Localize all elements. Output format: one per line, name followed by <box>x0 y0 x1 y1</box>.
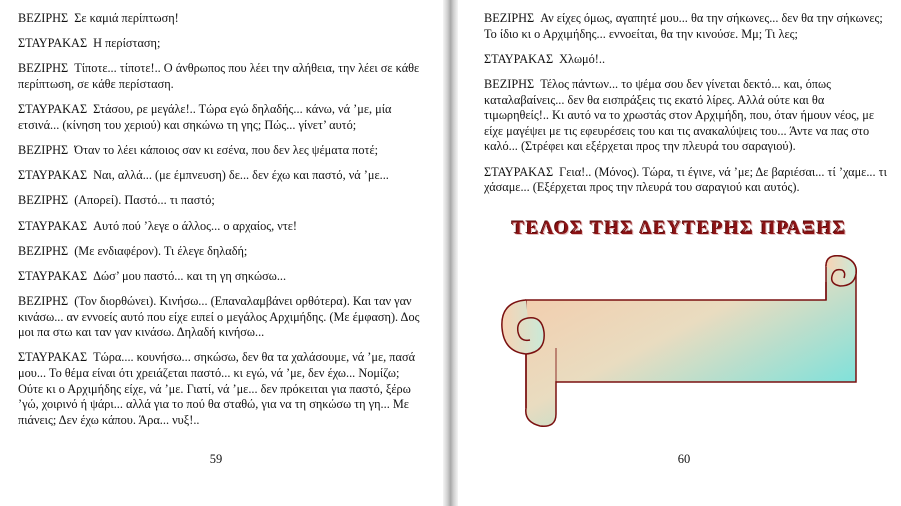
right-page <box>458 0 901 506</box>
speaker-name: ΣΤΑΥΡΑΚΑΣ <box>18 168 88 183</box>
dialogue-text: (Τον διορθώνει). Κινήσω... (Επαναλαμβάνει ορθότερα). Και ταν γαν κινάσω... αν εννοείς αυτό που είχε ειπεί ο μεγάλος Αρχιμήδης. (Με έμφαση). Δος μοι πα στω και ταν γαν κινάσω. Δηλαδή κινήσω... <box>18 294 420 340</box>
speaker-name: ΒΕΖΙΡΗΣ <box>484 76 535 91</box>
speaker-name: ΣΤΑΥΡΑΚΑΣ <box>484 51 554 66</box>
left-page <box>0 0 443 506</box>
speaker-name: ΣΤΑΥΡΑΚΑΣ <box>484 164 554 179</box>
dialogue-text: Τέλος πάντων... το ψέμα σου δεν γίνεται δεκτό... και, όπως καταλαβαίνεις... δεν θα εισπράξεις τις εκατό λίρες. Αλλά ούτε και θα τιμωρηθείς!.. Κι αυτό να το χρωστάς στον Αρχιμήδη, που, όταν ήμουν νέος, με είχε μαγέψει με τις εφευρέσεις του και τις ανακαλύψεις του... Άντε να πας στο καλό... (Στρέφει και εξέρχεται προς την πλευρά του σαραγιού). <box>484 76 875 154</box>
left-text-column <box>18 11 422 438</box>
dialogue-paragraph <box>18 61 422 92</box>
speaker-name: ΒΕΖΙΡΗΣ <box>18 193 69 208</box>
dialogue-paragraph <box>18 143 422 159</box>
dialogue-paragraph <box>484 165 892 196</box>
scroll-body <box>526 256 856 427</box>
dialogue-paragraph <box>18 219 422 235</box>
dialogue-text: Τίποτε... τίποτε!.. Ο άνθρωπος που λέει την αλήθεια, την λέει σε κάθε περίπτωση, σε κάθε περίσταση. <box>18 61 420 91</box>
dialogue-paragraph <box>18 36 422 52</box>
speaker-name: ΒΕΖΙΡΗΣ <box>18 142 69 157</box>
dialogue-paragraph <box>484 77 892 155</box>
end-of-act-title: ΤΕΛΟΣ ΤΗΣ ΔΕΥΤΕΡΗΣ ΠΡΑΞΗΣ <box>511 218 848 239</box>
dialogue-paragraph <box>18 11 422 27</box>
dialogue-text: Τώρα.... κουνήσω... σηκώσω, δεν θα τα χαλάσουμε, νά ’με, πασά μου... Το θέμα είναι ότι χρειάζεται παστό... κι εγώ, νά ’με, δεν έχω... Νομίζω; Ούτε κι ο Αρχιμήδης είχε, νά ’με. Γιατί, νά ’με... δεν πρόκειται για παστό, ξέρω ’γώ, χοιρινό ή ψάρι... αλλά για το πού θα σταθώ, για να τη σηκώσω τη γη... Με πιάνεις; Δεν έχω κάπου. Άρα... νυξ!.. <box>18 350 416 427</box>
speaker-name: ΣΤΑΥΡΑΚΑΣ <box>18 350 88 365</box>
dialogue-text: Η περίσταση; <box>93 36 161 51</box>
dialogue-paragraph <box>18 168 422 184</box>
dialogue-text: Σε καμιά περίπτωση! <box>74 11 179 25</box>
dialogue-text: Αυτό πού ’λεγε ο άλλος... ο αρχαίος, ντε! <box>93 218 298 233</box>
dialogue-paragraph <box>484 52 892 68</box>
dialogue-text: (Απορεί). Παστό... τι παστό; <box>74 193 215 208</box>
dialogue-text: Ναι, αλλά... (με έμπνευση) δε... δεν έχω και παστό, νά ’με... <box>93 168 389 183</box>
page-number: 60 <box>677 452 691 466</box>
dialogue-text: Αν είχες όμως, αγαπητέ μου... θα την σήκωνες... δεν θα την σήκωνες; Το ίδιο κι ο Αρχιμήδης... εννοείται, θα την κινούσε. Μμ; Τι λες; <box>484 11 883 41</box>
speaker-name: ΣΤΑΥΡΑΚΑΣ <box>18 102 88 117</box>
speaker-name: ΒΕΖΙΡΗΣ <box>484 11 535 25</box>
speaker-name: ΒΕΖΙΡΗΣ <box>18 294 69 309</box>
speaker-name: ΒΕΖΙΡΗΣ <box>18 11 69 25</box>
dialogue-paragraph <box>484 11 892 42</box>
dialogue-text: Δώσ’ μου παστό... και τη γη σηκώσω... <box>93 268 287 283</box>
dialogue-text: Όταν το λέει κάποιος σαν κι εσένα, που δεν λες ψέματα ποτέ; <box>74 142 379 157</box>
dialogue-text: (Με ενδιαφέρον). Τι έλεγε δηλαδή; <box>74 243 248 258</box>
speaker-name: ΒΕΖΙΡΗΣ <box>18 61 69 76</box>
speaker-name: ΒΕΖΙΡΗΣ <box>18 243 69 258</box>
dialogue-paragraph <box>18 350 422 428</box>
speaker-name: ΣΤΑΥΡΑΚΑΣ <box>18 36 88 51</box>
dialogue-text: Στάσου, ρε μεγάλε!.. Τώρα εγώ δηλαδής... κάνω, νά ’με, μία ετσινά... (κίνηση του χεριού) και σηκώνω τη γης; Πώς... γίνετ’ αυτό; <box>18 102 392 132</box>
page-gutter <box>443 0 458 506</box>
dialogue-text: Χλωμό!.. <box>559 51 606 66</box>
right-text-column <box>484 11 892 205</box>
dialogue-text: Γεια!.. (Μόνος). Τώρα, τι έγινε, νά ’με; Δε βαριέσαι... τί ’χαμε... τι χάσαμε... (Εξέρχεται προς την πλευρά του σαραγιού και αυτός). <box>484 164 887 195</box>
speaker-name: ΣΤΑΥΡΑΚΑΣ <box>18 218 88 233</box>
dialogue-paragraph <box>18 102 422 133</box>
scroll-banner-graphic <box>496 252 870 432</box>
speaker-name: ΣΤΑΥΡΑΚΑΣ <box>18 268 88 283</box>
dialogue-paragraph <box>18 294 422 341</box>
dialogue-paragraph <box>18 269 422 285</box>
dialogue-paragraph <box>18 244 422 260</box>
page-number: 59 <box>209 452 223 466</box>
dialogue-paragraph <box>18 193 422 209</box>
